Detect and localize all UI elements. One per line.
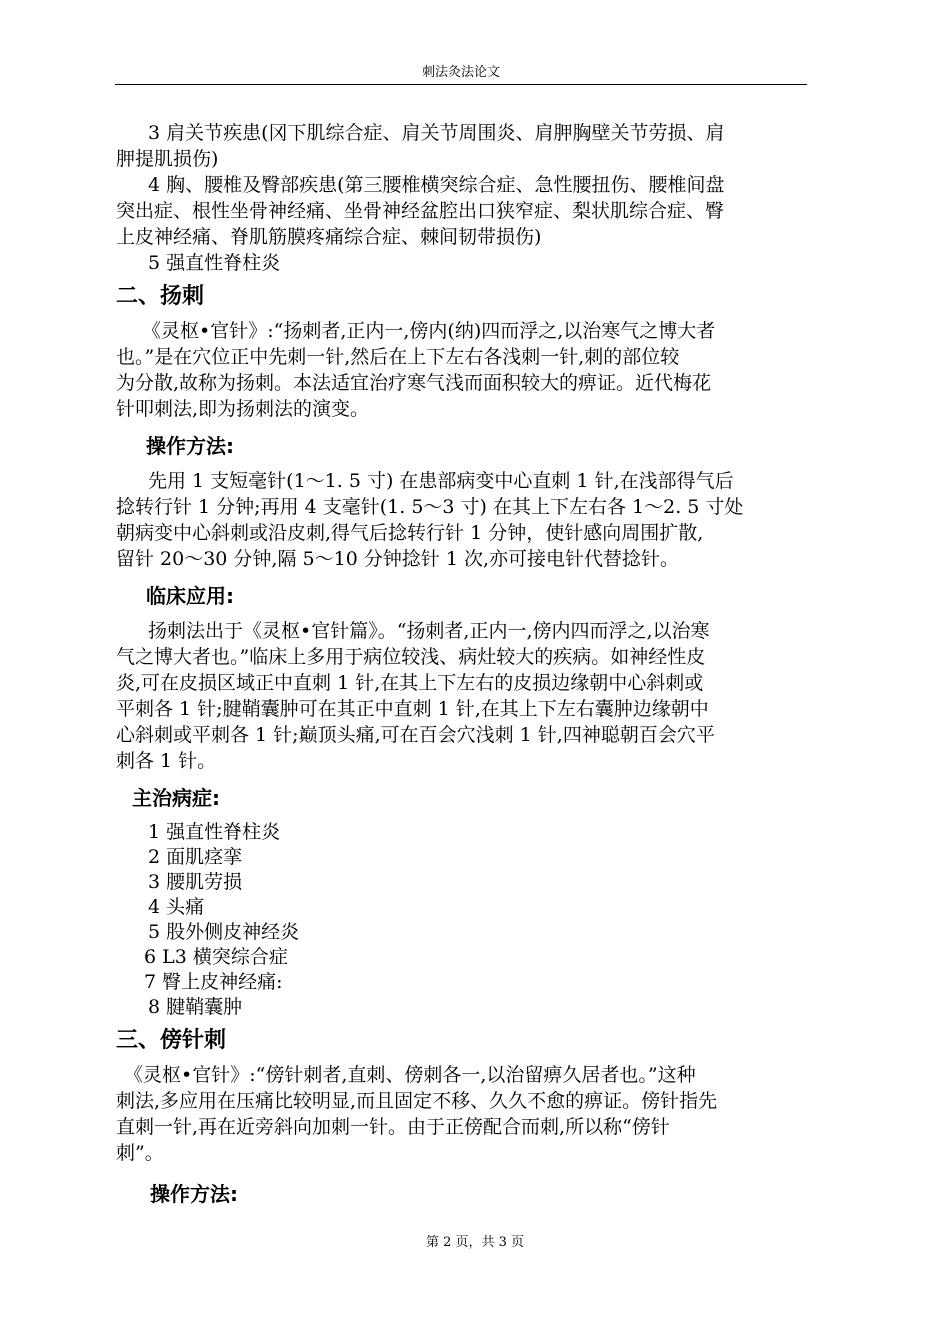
indications-list: [116, 820, 806, 1020]
paragraph-line: 扬刺法出于《灵枢•官针篇》。“扬刺者,正内一,傍内四而浮之,以治寒: [148, 620, 710, 642]
list-item-continued: 上皮神经痛、脊肌筋膜疼痛综合症、棘间韧带损伤): [116, 226, 542, 248]
paragraph-line: 为分散,故称为扬刺。本法适宜治疗寒气浅而面积较大的痹证。近代梅花: [116, 372, 712, 394]
section-heading: 二、扬刺: [116, 284, 205, 309]
paragraph-line: 刺法,多应用在压痛比较明显,而且固定不移、久久不愈的痹证。傍针指先: [116, 1090, 718, 1112]
page-header: [115, 62, 807, 85]
list-item: 1 强直性脊柱炎: [148, 821, 281, 843]
list-item: 3 腰肌劳损: [148, 871, 243, 893]
list-item-continued: 胛提肌损伤): [116, 148, 219, 170]
section-heading: 三、傍针刺: [116, 1028, 227, 1053]
page-number: 第 2 页，共 3 页: [425, 1235, 525, 1250]
paragraph-line: 先用 1 支短毫针(1～1. 5 寸) 在患部病变中心直刺 1 针,在浅部得气后: [148, 470, 734, 492]
list-item: 5 强直性脊柱炎: [148, 252, 281, 274]
paragraph-line: 捻转行针 1 分钟;再用 4 支毫针(1. 5～3 寸) 在其上下左右各 1～2. 5 寸处: [116, 496, 744, 518]
subsection-heading: 操作方法:: [150, 1182, 238, 1206]
list-item: 3 肩关节疾患(冈下肌综合症、肩关节周围炎、肩胛胸壁关节劳损、肩: [148, 122, 725, 144]
paragraph-line: 《灵枢•官针》:“傍针刺者,直刺、傍刺各一,以治留痹久居者也。”这种: [124, 1064, 696, 1086]
subsection-heading: 操作方法:: [146, 434, 234, 458]
list-item: 4 胸、腰椎及臀部疾患(第三腰椎横突综合症、急性腰扭伤、腰椎间盘: [148, 174, 725, 196]
paragraph-line: 炎,可在皮损区域正中直刺 1 针,在其上下左右的皮损边缘朝中心斜刺或: [116, 672, 704, 694]
list-item: 8 腱鞘囊肿: [148, 996, 243, 1018]
paragraph-line: 朝病变中心斜刺或沿皮刺,得气后捻转行针 1 分钟，使针感向周围扩散,: [116, 522, 704, 544]
section-intro-paragraph: [116, 318, 806, 422]
paragraph-line: 刺各 1 针。: [116, 750, 217, 772]
list-item: 6 L3 横突综合症: [144, 946, 288, 968]
list-item: 7 臀上皮神经痛:: [144, 971, 283, 993]
paragraph-line: 气之博大者也。”临床上多用于病位较浅、病灶较大的疾病。如神经性皮: [116, 646, 706, 668]
paragraph-line: 针叩刺法,即为扬刺法的演变。: [116, 398, 370, 420]
subsection-heading: 临床应用:: [146, 584, 234, 608]
section-intro-paragraph: [116, 1062, 806, 1166]
document-body: [116, 120, 806, 1216]
paragraph-line: 留针 20～30 分钟,隔 5～10 分钟捻针 1 次,亦可接电针代替捻针。: [116, 548, 680, 570]
paragraph-line: 也。”是在穴位正中先刺一针,然后在上下左右各浅刺一针,刺的部位较: [116, 346, 680, 368]
paragraph-line: 心斜刺或平刺各 1 针;巅顶头痛,可在百会穴浅刺 1 针,四神聪朝百会穴平: [116, 724, 715, 746]
list-item: 2 面肌痉挛: [148, 846, 243, 868]
subsection-heading: 主治病症:: [132, 786, 220, 810]
list-item-continued: 突出症、根性坐骨神经痛、坐骨神经盆腔出口狭窄症、梨状肌综合症、臀: [116, 200, 725, 222]
method-paragraph: [116, 468, 806, 572]
paragraph-line: 直刺一针,再在近旁斜向加刺一针。由于正傍配合而刺,所以称“傍针: [116, 1116, 670, 1138]
paragraph-line: 刺”。: [116, 1142, 164, 1164]
paragraph-line: 《灵枢•官针》:“扬刺者,正内一,傍内(纳)四而浮之,以治寒气之博大者: [142, 320, 716, 342]
paragraph-line: 平刺各 1 针;腱鞘囊肿可在其正中直刺 1 针,在其上下左右囊肿边缘朝中: [116, 698, 709, 720]
page-footer: [0, 1231, 950, 1250]
document-title: 刺法灸法论文: [421, 65, 500, 80]
list-item: 5 股外侧皮神经炎: [148, 921, 300, 943]
clinical-paragraph: [116, 618, 806, 774]
list-item: 4 头痛: [148, 896, 205, 918]
